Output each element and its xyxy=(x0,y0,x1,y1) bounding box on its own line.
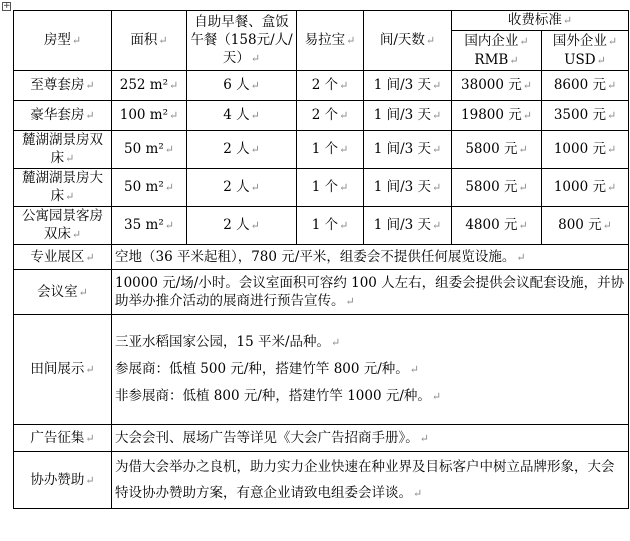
nights-cell: 1 间/3 天↵ xyxy=(364,101,452,131)
domestic-price-cell: 5800 元↵ xyxy=(452,169,542,207)
room-type-header: 房型↵ xyxy=(14,11,112,71)
paragraph-mark-icon: ↵ xyxy=(65,190,75,203)
paragraph-mark-icon: ↵ xyxy=(158,34,168,47)
paragraph-mark-icon: ↵ xyxy=(606,79,617,92)
paragraph-mark-icon: ↵ xyxy=(409,363,420,376)
area-cell: 50 m²↵ xyxy=(112,131,187,169)
paragraph-mark-icon: ↵ xyxy=(250,52,261,65)
paragraph-mark-icon: ↵ xyxy=(516,250,526,264)
paragraph-mark-icon: ↵ xyxy=(519,34,529,48)
paragraph-mark-icon: ↵ xyxy=(78,285,88,299)
foreign-header: 国外企业↵ USD↵ xyxy=(542,31,629,71)
field-row xyxy=(14,315,629,425)
paragraph-mark-icon: ↵ xyxy=(85,250,95,264)
paragraph-mark-icon: ↵ xyxy=(432,79,442,92)
paragraph-mark-icon: ↵ xyxy=(339,79,349,92)
table-row xyxy=(14,207,629,245)
paragraph-mark-icon: ↵ xyxy=(169,109,179,122)
paragraph-mark-icon: ↵ xyxy=(85,79,95,92)
paragraph-mark-icon: ↵ xyxy=(85,431,95,445)
paragraph-mark-icon: ↵ xyxy=(331,336,341,349)
table-row xyxy=(14,101,629,131)
meals-cell: 2 人↵ xyxy=(187,169,297,207)
foreign-price-cell: 1000 元↵ xyxy=(542,131,629,169)
paragraph-mark-icon: ↵ xyxy=(522,79,532,92)
nights-cell: 1 间/3 天↵ xyxy=(364,131,452,169)
paragraph-mark-icon: ↵ xyxy=(562,14,573,27)
fee-standard-header: 收费标准↵ xyxy=(452,11,629,31)
sofa-cell: 1 个↵ xyxy=(297,131,364,169)
paragraph-mark-icon: ↵ xyxy=(164,219,174,232)
area-cell: 252 m²↵ xyxy=(112,71,187,101)
exhibition-text: 空地（36 平米起租），780 元/平米，组委会不提供任何展览设施。↵ xyxy=(112,245,629,270)
domestic-price-cell: 5800 元↵ xyxy=(452,131,542,169)
sofa-header: 易拉宝↵ xyxy=(297,11,364,71)
room-type-cell: 麓湖湖景房双床↵ xyxy=(14,131,112,169)
meeting-row xyxy=(14,270,629,315)
sofa-cell: 2 个↵ xyxy=(297,101,364,131)
field-text: 三亚水稻国家公园，15 平米/品种。↵ 参展商：低植 500 元/种，搭建竹竿 800 元/种。↵ 非参展商：低植 800 元/种，搭建竹竿 1000 元/种。↵ xyxy=(112,315,629,425)
foreign-price-cell: 3500 元↵ xyxy=(542,101,629,131)
paragraph-mark-icon: ↵ xyxy=(339,219,349,232)
domestic-price-cell: 4800 元↵ xyxy=(452,207,542,245)
room-type-cell: 公寓园景客房双床↵ xyxy=(14,207,112,245)
paragraph-mark-icon: ↵ xyxy=(250,219,260,232)
paragraph-mark-icon: ↵ xyxy=(85,363,95,376)
nights-cell: 1 间/3 天↵ xyxy=(364,207,452,245)
paragraph-mark-icon: ↵ xyxy=(413,486,423,500)
nights-header: 间/天数↵ xyxy=(364,11,452,71)
paragraph-mark-icon: ↵ xyxy=(432,219,442,232)
sponsor-row xyxy=(14,452,629,509)
paragraph-mark-icon: ↵ xyxy=(71,228,82,241)
paragraph-mark-icon: ↵ xyxy=(518,219,528,232)
meals-cell: 2 人↵ xyxy=(187,131,297,169)
nights-cell: 1 间/3 天↵ xyxy=(364,71,452,101)
domestic-header: 国内企业↵ RMB↵ xyxy=(452,31,542,71)
paragraph-mark-icon: ↵ xyxy=(425,34,436,47)
paragraph-mark-icon: ↵ xyxy=(169,79,179,92)
paragraph-mark-icon: ↵ xyxy=(339,109,349,122)
sofa-cell: 2 个↵ xyxy=(297,71,364,101)
paragraph-mark-icon: ↵ xyxy=(250,109,260,122)
foreign-price-cell: 800 元↵ xyxy=(542,207,629,245)
meeting-label: 会议室↵ xyxy=(14,270,112,315)
sofa-cell: 1 个↵ xyxy=(297,207,364,245)
ads-row xyxy=(14,425,629,452)
table-row xyxy=(14,71,629,101)
paragraph-mark-icon: ↵ xyxy=(85,473,95,487)
field-label: 田间展示↵ xyxy=(14,315,112,425)
room-type-cell: 至尊套房↵ xyxy=(14,71,112,101)
paragraph-mark-icon: ↵ xyxy=(432,109,442,122)
paragraph-mark-icon: ↵ xyxy=(85,109,95,122)
paragraph-mark-icon: ↵ xyxy=(339,143,349,156)
paragraph-mark-icon: ↵ xyxy=(606,181,617,194)
paragraph-mark-icon: ↵ xyxy=(250,143,260,156)
meeting-text: 10000 元/场/小时。会议室面积可容约 100 人左右，组委会提供会议配套设施，并协助举办推介活动的展商进行预告宣传。↵ xyxy=(112,270,629,315)
area-cell: 35 m²↵ xyxy=(112,207,187,245)
sofa-cell: 1 个↵ xyxy=(297,169,364,207)
ads-label: 广告征集↵ xyxy=(14,425,112,452)
exhibition-label: 专业展区↵ xyxy=(14,245,112,270)
paragraph-mark-icon: ↵ xyxy=(607,34,618,48)
header-row xyxy=(14,11,629,31)
pricing-table xyxy=(13,10,629,509)
paragraph-mark-icon: ↵ xyxy=(432,181,442,194)
area-cell: 50 m²↵ xyxy=(112,169,187,207)
move-handle-icon[interactable]: + xyxy=(3,1,11,11)
table-row xyxy=(14,131,629,169)
sponsor-text: 为借大会举办之良机，助力实力企业快速在种业界及目标客户中树立品牌形象，大会特设协办赞助方案，有意企业请致电组委会详谈。↵ xyxy=(112,452,629,509)
paragraph-mark-icon: ↵ xyxy=(606,143,617,156)
meals-cell: 6 人↵ xyxy=(187,71,297,101)
domestic-price-cell: 19800 元↵ xyxy=(452,101,542,131)
paragraph-mark-icon: ↵ xyxy=(606,109,617,122)
foreign-price-cell: 8600 元↵ xyxy=(542,71,629,101)
domestic-price-cell: 38000 元↵ xyxy=(452,71,542,101)
area-cell: 100 m²↵ xyxy=(112,101,187,131)
paragraph-mark-icon: ↵ xyxy=(164,143,174,156)
paragraph-mark-icon: ↵ xyxy=(509,53,519,67)
paragraph-mark-icon: ↵ xyxy=(522,109,532,122)
meals-cell: 4 人↵ xyxy=(187,101,297,131)
paragraph-mark-icon: ↵ xyxy=(250,79,260,92)
room-type-cell: 麓湖湖景房大床↵ xyxy=(14,169,112,207)
area-header: 面积↵ xyxy=(112,11,187,71)
paragraph-mark-icon: ↵ xyxy=(419,431,429,445)
paragraph-mark-icon: ↵ xyxy=(432,143,442,156)
paragraph-mark-icon: ↵ xyxy=(346,34,356,47)
paragraph-mark-icon: ↵ xyxy=(250,181,260,194)
room-type-cell: 豪华套房↵ xyxy=(14,101,112,131)
paragraph-mark-icon: ↵ xyxy=(345,294,355,308)
paragraph-mark-icon: ↵ xyxy=(164,181,174,194)
meals-cell: 2 人↵ xyxy=(187,207,297,245)
table-row xyxy=(14,169,629,207)
paragraph-mark-icon: ↵ xyxy=(602,219,612,232)
paragraph-mark-icon: ↵ xyxy=(339,181,349,194)
paragraph-mark-icon: ↵ xyxy=(65,152,75,165)
paragraph-mark-icon: ↵ xyxy=(596,53,606,67)
sponsor-label: 协办赞助↵ xyxy=(14,452,112,509)
foreign-price-cell: 1000 元↵ xyxy=(542,169,629,207)
paragraph-mark-icon: ↵ xyxy=(431,390,442,403)
exhibition-row xyxy=(14,245,629,270)
ads-text: 大会会刊、展场广告等详见《大会广告招商手册》。↵ xyxy=(112,425,629,452)
nights-cell: 1 间/3 天↵ xyxy=(364,169,452,207)
paragraph-mark-icon: ↵ xyxy=(518,143,528,156)
paragraph-mark-icon: ↵ xyxy=(71,34,82,47)
meals-header: 自助早餐、盒饭午餐（158元/人/天）↵ xyxy=(187,11,297,71)
paragraph-mark-icon: ↵ xyxy=(518,181,528,194)
